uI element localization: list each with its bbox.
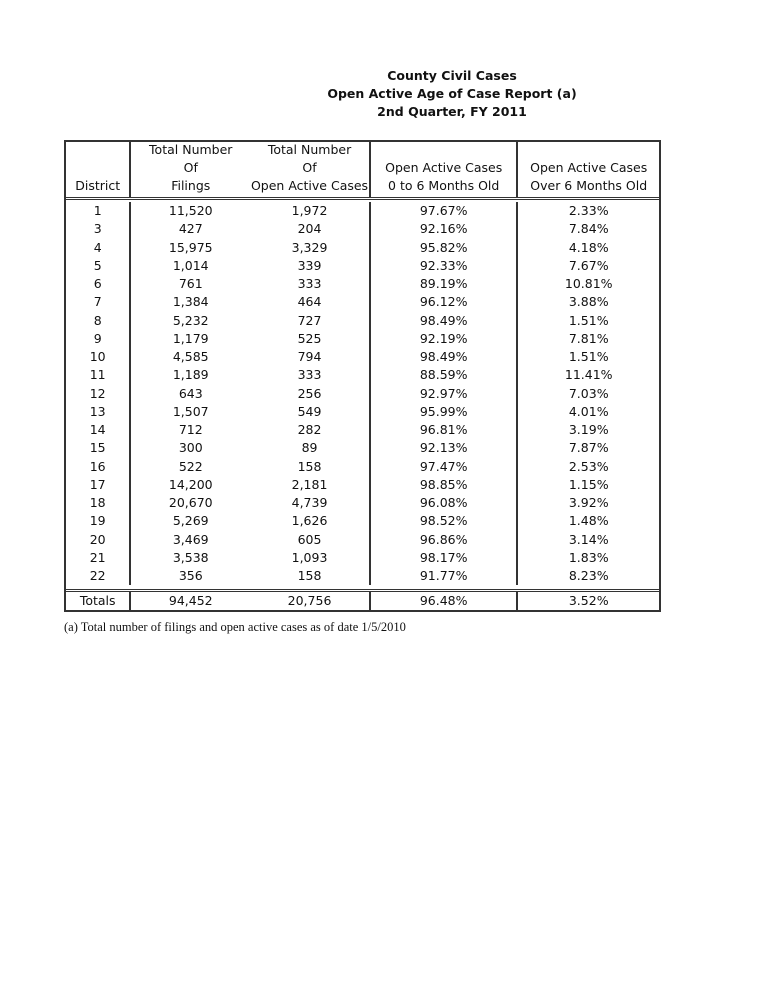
filings-cell: 1,507	[172, 403, 209, 419]
table-row	[66, 458, 659, 476]
pct-over-6-cell: 1.51%	[568, 312, 609, 328]
pct-0-6-cell: 97.47%	[371, 458, 519, 476]
pct-over-6-cell: 3.92%	[568, 495, 609, 510]
table-row	[66, 531, 659, 549]
pct-over-6-cell: 4.18%	[568, 239, 609, 255]
table-row	[66, 202, 659, 220]
pct-over-6-cell: 3.14%	[568, 531, 609, 547]
filings-cell: 356	[178, 568, 203, 583]
pct-0-6-cell: 98.49%	[371, 348, 519, 366]
open-active-cell: 158	[250, 567, 371, 585]
filings-cell: 712	[178, 422, 203, 437]
district-cell: 21	[66, 549, 131, 567]
open-active-cell: 89	[250, 439, 371, 457]
filings-cell: 522	[178, 458, 203, 474]
district-cell: 4	[66, 239, 131, 257]
table-header-row	[66, 142, 659, 200]
open-active-cell: 158	[250, 458, 371, 476]
pct-over-6-cell: 1.83%	[568, 549, 609, 565]
pct-over-6-cell: 1.15%	[568, 476, 609, 492]
pct-over-6-cell: 7.67%	[568, 257, 609, 273]
filings-cell: 11,520	[168, 203, 213, 218]
open-active-cell: 525	[250, 330, 371, 348]
district-cell: 6	[66, 275, 131, 293]
table-row	[66, 421, 659, 439]
district-cell: 20	[66, 531, 131, 549]
pct-0-6-cell: 92.33%	[371, 257, 519, 275]
title-line-2: Open Active Age of Case Report (a)	[327, 86, 577, 101]
totals-0-to-6-months: 96.48%	[371, 592, 519, 610]
open-active-cell: 2,181	[250, 476, 371, 494]
open-active-cell: 339	[250, 257, 371, 275]
table-row	[66, 494, 659, 512]
district-cell: 7	[66, 293, 131, 311]
table-row	[66, 403, 659, 421]
open-active-cell: 282	[250, 421, 371, 439]
district-cell: 19	[66, 512, 131, 530]
pct-over-6-cell: 7.87%	[568, 440, 609, 456]
pct-over-6-cell: 1.48%	[568, 513, 609, 529]
district-cell: 13	[66, 403, 131, 421]
pct-over-6-cell: 7.84%	[568, 221, 609, 237]
open-active-cell: 1,093	[250, 549, 371, 567]
totals-over-6-months: 3.52%	[568, 593, 609, 609]
open-active-cell: 1,972	[250, 202, 371, 220]
district-cell: 3	[66, 220, 131, 238]
pct-0-6-cell: 88.59%	[371, 366, 519, 384]
pct-0-6-cell: 98.49%	[371, 312, 519, 330]
title-line-1: County Civil Cases	[387, 68, 517, 83]
pct-over-6-cell: 10.81%	[564, 276, 613, 291]
pct-over-6-cell: 2.33%	[568, 203, 609, 218]
case-report-table	[64, 140, 661, 612]
district-cell: 1	[66, 202, 131, 220]
pct-over-6-cell: 7.81%	[568, 330, 609, 346]
pct-0-6-cell: 92.13%	[371, 439, 519, 457]
open-active-cell: 1,626	[250, 512, 371, 530]
pct-0-6-cell: 96.08%	[371, 494, 519, 512]
district-cell: 12	[66, 385, 131, 403]
pct-over-6-cell: 4.01%	[568, 403, 609, 419]
table-row	[66, 330, 659, 348]
totals-row	[66, 589, 659, 610]
pct-0-6-cell: 95.99%	[371, 403, 519, 421]
pct-0-6-cell: 98.17%	[371, 549, 519, 567]
district-cell: 14	[66, 421, 131, 439]
table-row	[66, 312, 659, 330]
pct-0-6-cell: 96.12%	[371, 293, 519, 311]
table-row	[66, 476, 659, 494]
table-row	[66, 293, 659, 311]
table-row	[66, 549, 659, 567]
pct-over-6-cell: 3.19%	[568, 422, 609, 437]
header-total-filings: Total Number Of Filings	[149, 142, 233, 193]
open-active-cell: 333	[250, 275, 371, 293]
table-row	[66, 385, 659, 403]
open-active-cell: 727	[250, 312, 371, 330]
district-cell: 16	[66, 458, 131, 476]
totals-label: Totals	[66, 592, 131, 610]
filings-cell: 427	[178, 221, 203, 237]
open-active-cell: 4,739	[250, 494, 371, 512]
filings-cell: 20,670	[168, 495, 213, 510]
open-active-cell: 549	[250, 403, 371, 421]
table-row	[66, 239, 659, 257]
open-active-cell: 256	[250, 385, 371, 403]
pct-0-6-cell: 92.16%	[371, 220, 519, 238]
table-body	[66, 200, 659, 585]
open-active-cell: 605	[250, 531, 371, 549]
filings-cell: 5,269	[172, 513, 209, 529]
footnote: (a) Total number of filings and open active cases as of date 1/5/2010	[64, 620, 406, 634]
pct-0-6-cell: 96.86%	[371, 531, 519, 549]
district-cell: 10	[66, 348, 131, 366]
pct-0-6-cell: 91.77%	[371, 567, 519, 585]
filings-cell: 643	[178, 385, 203, 401]
table-row	[66, 348, 659, 366]
district-cell: 15	[66, 439, 131, 457]
filings-cell: 300	[178, 440, 203, 456]
pct-0-6-cell: 92.97%	[371, 385, 519, 403]
table-row	[66, 512, 659, 530]
pct-0-6-cell: 89.19%	[371, 275, 519, 293]
pct-0-6-cell: 92.19%	[371, 330, 519, 348]
pct-over-6-cell: 11.41%	[564, 367, 613, 383]
pct-over-6-cell: 3.88%	[568, 294, 609, 310]
district-cell: 18	[66, 494, 131, 512]
district-cell: 11	[66, 366, 131, 384]
district-cell: 22	[66, 567, 131, 585]
table-row	[66, 257, 659, 275]
totals-filings: 94,452	[168, 593, 213, 609]
header-over-6-months: Open Active Cases Over 6 Months Old	[530, 160, 648, 193]
table-row	[66, 439, 659, 457]
open-active-cell: 3,329	[250, 239, 371, 257]
header-total-open-active: Total Number Of Open Active Cases	[250, 142, 371, 197]
pct-over-6-cell: 7.03%	[568, 385, 609, 401]
filings-cell: 1,384	[172, 294, 209, 310]
header-0-to-6-months: Open Active Cases 0 to 6 Months Old	[371, 142, 519, 197]
table-row	[66, 220, 659, 238]
pct-over-6-cell: 8.23%	[568, 568, 609, 583]
filings-cell: 14,200	[168, 476, 213, 492]
district-cell: 17	[66, 476, 131, 494]
filings-cell: 3,538	[172, 549, 209, 565]
pct-over-6-cell: 2.53%	[568, 458, 609, 474]
open-active-cell: 464	[250, 293, 371, 311]
district-cell: 8	[66, 312, 131, 330]
pct-0-6-cell: 95.82%	[371, 239, 519, 257]
filings-cell: 1,179	[172, 330, 209, 346]
report-title	[0, 67, 768, 121]
filings-cell: 1,189	[172, 367, 209, 383]
open-active-cell: 794	[250, 348, 371, 366]
district-cell: 5	[66, 257, 131, 275]
table-row	[66, 366, 659, 384]
open-active-cell: 333	[250, 366, 371, 384]
filings-cell: 1,014	[172, 257, 209, 273]
totals-open-active: 20,756	[250, 592, 371, 610]
filings-cell: 5,232	[172, 312, 209, 328]
header-district: District	[66, 142, 131, 197]
pct-over-6-cell: 1.51%	[568, 349, 609, 364]
filings-cell: 3,469	[172, 531, 209, 547]
pct-0-6-cell: 98.85%	[371, 476, 519, 494]
pct-0-6-cell: 98.52%	[371, 512, 519, 530]
filings-cell: 4,585	[172, 349, 209, 364]
filings-cell: 15,975	[168, 239, 213, 255]
pct-0-6-cell: 96.81%	[371, 421, 519, 439]
district-cell: 9	[66, 330, 131, 348]
pct-0-6-cell: 97.67%	[371, 202, 519, 220]
filings-cell: 761	[178, 276, 203, 291]
title-line-3: 2nd Quarter, FY 2011	[377, 104, 527, 119]
table-row	[66, 567, 659, 585]
open-active-cell: 204	[250, 220, 371, 238]
table-row	[66, 275, 659, 293]
